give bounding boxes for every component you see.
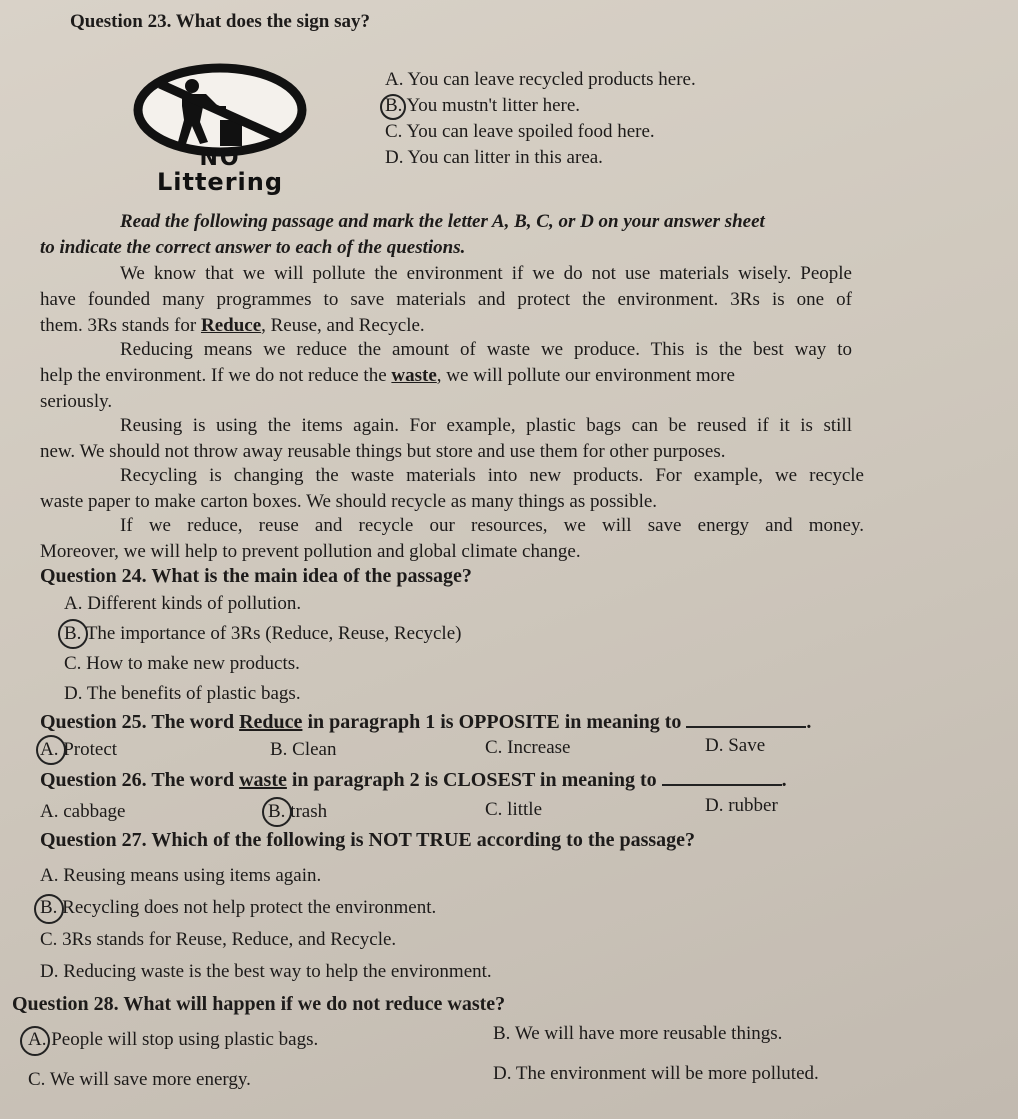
word-waste: waste [391, 365, 437, 386]
passage-p3-line-1: Reusing is using the items again. For example, plastic bags can be reused if it is still [120, 415, 852, 436]
q26-option-a: A. cabbage [40, 801, 126, 822]
sign-text-no: NO [199, 146, 241, 171]
passage-p2-line-1: Reducing means we reduce the amount of waste we produce. This is the best way to [120, 339, 852, 360]
answer-circle [34, 894, 64, 924]
passage-p3-line-2: new. We should not throw away reusable things but store and use them for other purposes. [40, 441, 726, 462]
q28-option-a: A. People will stop using plastic bags. [28, 1028, 318, 1052]
no-littering-sign [120, 62, 320, 202]
passage-p1-line-3: them. 3Rs stands for Reduce, Reuse, and Recycle. [40, 315, 425, 336]
answer-circle [262, 797, 292, 827]
instructions-line-1: Read the following passage and mark the letter A, B, C, or D on your answer sheet [120, 211, 765, 232]
q28-option-d: D. The environment will be more polluted. [493, 1063, 819, 1084]
q26-title: Question 26. The word waste in paragraph 2 is CLOSEST in meaning to . [40, 766, 787, 792]
answer-circle [380, 94, 406, 120]
instructions-line-2: to indicate the correct answer to each of the questions. [40, 237, 466, 258]
word-reduce-q25: Reduce [239, 711, 303, 733]
q25-option-d: D. Save [705, 735, 766, 756]
q24-option-c: C. How to make new products. [64, 653, 300, 674]
q24-option-a: A. Different kinds of pollution. [64, 593, 302, 614]
q26-option-b: B. trash [268, 800, 327, 824]
q23-option-c: C. You can leave spoiled food here. [385, 121, 655, 142]
q25-option-b: B. Clean [270, 739, 337, 760]
q27-option-a: A. Reusing means using items again. [40, 865, 322, 886]
answer-blank [686, 708, 806, 728]
q23-option-d: D. You can litter in this area. [385, 147, 603, 168]
q28-option-b: B. We will have more reusable things. [493, 1023, 783, 1044]
answer-blank [662, 766, 782, 786]
q23-option-b: B. You mustn't litter here. [385, 94, 580, 118]
passage-p4-line-1: Recycling is changing the waste materials into new products. For example, we recycle [120, 465, 864, 486]
q23-title: Question 23. What does the sign say? [70, 11, 371, 32]
passage-p2-line-3: seriously. [40, 391, 113, 412]
sign-text-littering: Littering [156, 168, 284, 196]
passage-p1-line-1: We know that we will pollute the environment if we do not use materials wisely. People [120, 263, 852, 284]
passage-p2-line-2: help the environment. If we do not reduce the waste, we will pollute our environment more [40, 365, 735, 386]
passage-p4-line-2: waste paper to make carton boxes. We should recycle as many things as possible. [40, 491, 658, 512]
word-waste-q26: waste [239, 769, 287, 791]
q26-option-d: D. rubber [705, 795, 778, 816]
q25-option-a: A. Protect [40, 738, 117, 762]
q24-title: Question 24. What is the main idea of the passage? [40, 565, 472, 587]
answer-circle [36, 735, 66, 765]
q28-option-c: C. We will save more energy. [28, 1069, 251, 1090]
q27-option-d: D. Reducing waste is the best way to help the environment. [40, 961, 492, 982]
q28-title: Question 28. What will happen if we do not reduce waste? [12, 993, 506, 1015]
passage-p1-line-2: have founded many programmes to save materials and protect the environment. 3Rs is one of [40, 289, 852, 310]
passage-p5-line-2: Moreover, we will help to prevent pollution and global climate change. [40, 541, 581, 562]
q24-option-d: D. The benefits of plastic bags. [64, 683, 301, 704]
q25-title: Question 25. The word Reduce in paragraph 1 is OPPOSITE in meaning to . [40, 708, 811, 734]
q27-option-b: B. Recycling does not help protect the environment. [40, 896, 436, 920]
q27-option-c: C. 3Rs stands for Reuse, Reduce, and Recycle. [40, 929, 397, 950]
q24-option-b: B. The importance of 3Rs (Reduce, Reuse, Recycle) [64, 622, 461, 646]
q26-option-c: C. little [485, 799, 542, 820]
answer-circle [58, 619, 88, 649]
q27-title: Question 27. Which of the following is NOT TRUE according to the passage? [40, 829, 696, 851]
q25-option-c: C. Increase [485, 737, 571, 758]
q23-option-a: A. You can leave recycled products here. [385, 69, 696, 90]
passage-p5-line-1: If we reduce, reuse and recycle our resources, we will save energy and money. [120, 515, 864, 536]
word-reduce: Reduce [200, 315, 262, 336]
answer-circle [20, 1026, 50, 1056]
